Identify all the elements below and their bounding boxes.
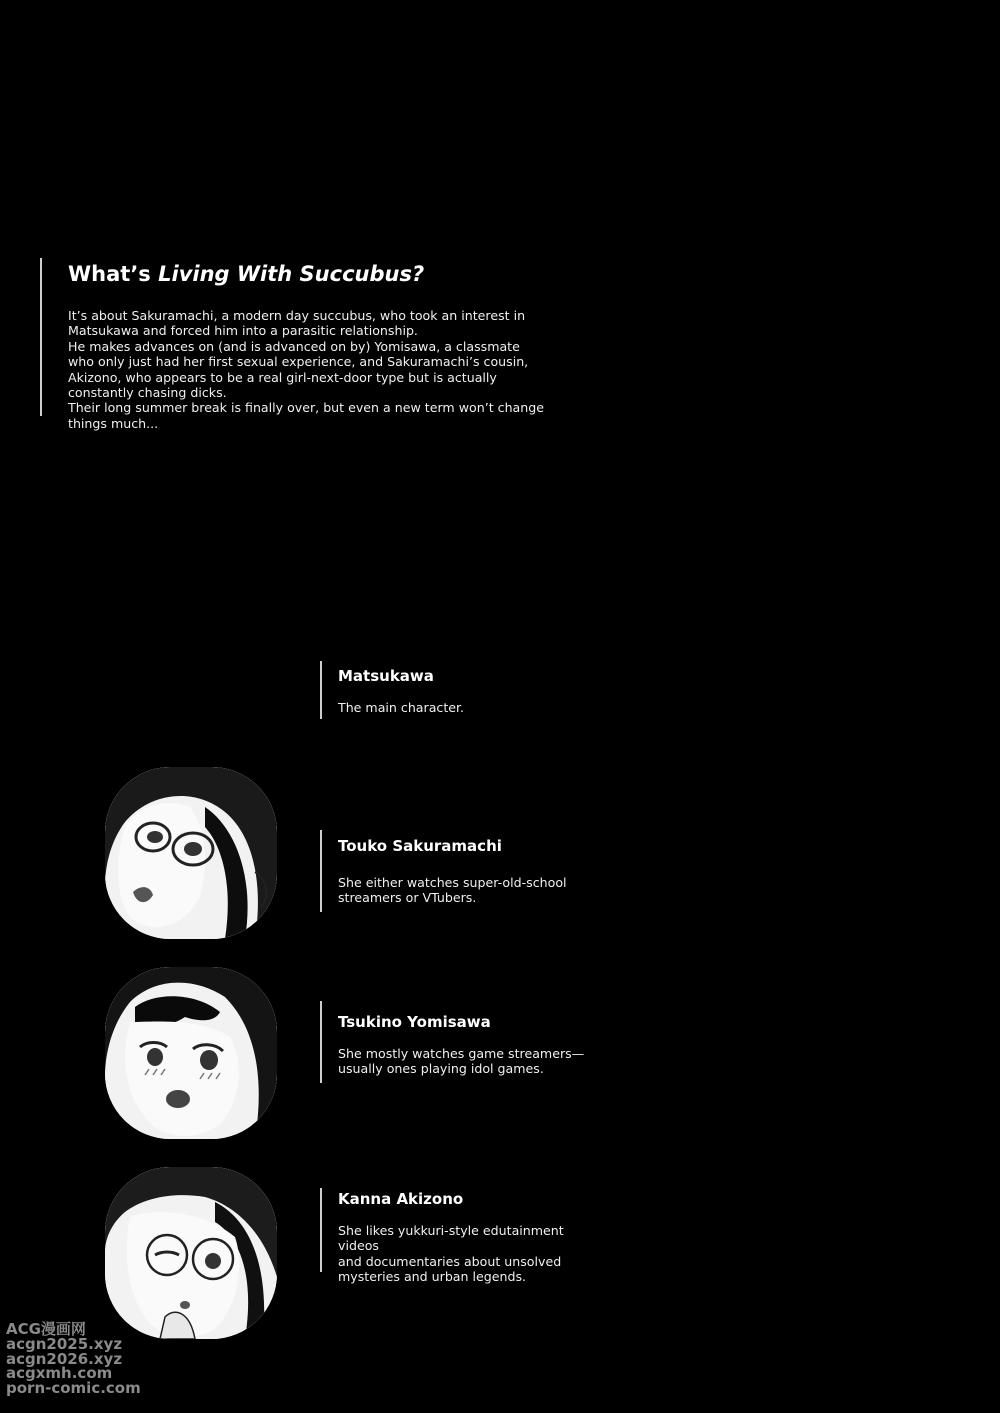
character-description (338, 1223, 608, 1285)
portrait-kanna (105, 1167, 277, 1339)
character-name: Matsukawa (338, 667, 434, 685)
character-description (338, 700, 608, 715)
watermark-line: ACG漫画网 (6, 1320, 86, 1338)
intro-divider (40, 258, 42, 416)
watermark-line: porn-comic.com (6, 1379, 141, 1398)
portrait-touko-illustration (105, 767, 277, 939)
character-name: Touko Sakuramachi (338, 837, 502, 855)
intro-title-emph: Living With Succubus? (158, 262, 425, 286)
description-line: The main character. (338, 700, 465, 715)
description-line: mysteries and urban legends. (338, 1269, 527, 1285)
character-name: Tsukino Yomisawa (338, 1013, 491, 1031)
description-line: usually ones playing idol games. (338, 1061, 544, 1077)
watermark (6, 1322, 141, 1396)
intro-title (68, 262, 424, 286)
intro-paragraph: It’s about Sakuramachi, a modern day succubus, who took an interest in Matsukawa and forced him into a parasitic relationship. (68, 308, 526, 339)
description-line: She likes yukkuri-style edutainment videos (338, 1223, 564, 1254)
description-line: streamers or VTubers. (338, 890, 477, 906)
character-name: Kanna Akizono (338, 1190, 464, 1208)
character-description (338, 1046, 608, 1077)
portrait-touko (105, 767, 277, 939)
intro-paragraph: Their long summer break is finally over, but even a new term won’t change things much... (68, 400, 544, 431)
character-divider (320, 661, 322, 719)
watermark-line: acgn2026.xyz (6, 1349, 123, 1368)
portrait-tsukino-illustration (105, 967, 277, 1139)
intro-title-prefix: What’s (68, 262, 159, 286)
character-divider (320, 830, 322, 912)
portrait-tsukino (105, 967, 277, 1139)
character-description (338, 875, 608, 906)
character-divider (320, 1001, 322, 1083)
character-divider (320, 1188, 322, 1272)
intro-body (68, 308, 548, 431)
watermark-line: acgn2025.xyz (6, 1334, 123, 1353)
description-line: and documentaries about unsolved (338, 1253, 562, 1269)
description-line: She mostly watches game streamers— (338, 1046, 585, 1061)
description-line: She either watches super-old-school (338, 875, 567, 890)
watermark-line: acgxmh.com (6, 1364, 113, 1383)
portrait-kanna-illustration (105, 1167, 277, 1339)
intro-paragraph: He makes advances on (and is advanced on by) Yomisawa, a classmate who only just had her first sexual experience, and Sakuramachi’s cousin, Akizono, who appears to be a real girl-next-door type but is actually constantly chasing dicks. (68, 338, 529, 401)
